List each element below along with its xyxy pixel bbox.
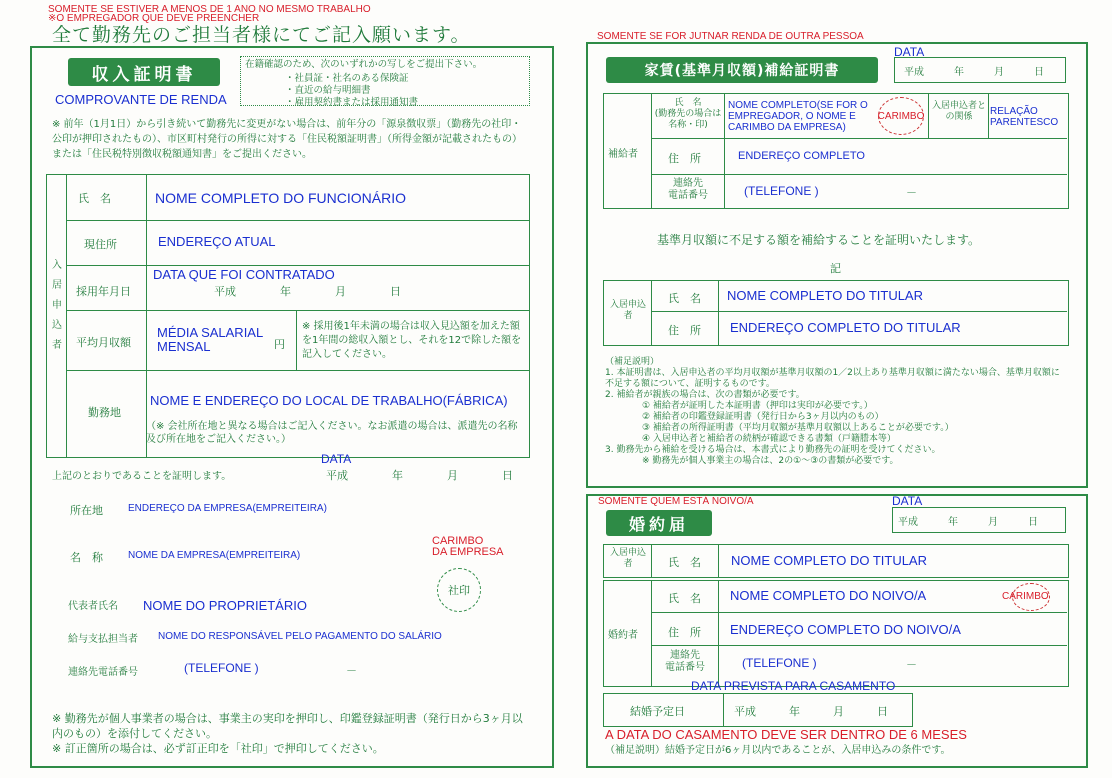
income-label: 平均月収額 [76, 336, 131, 349]
rent-ki: 記 [830, 262, 841, 275]
engagement-applicant-name-value[interactable]: NOME COMPLETO DO TITULAR [731, 553, 927, 568]
certify-text: 上記のとおりであることを証明します。 [52, 471, 232, 482]
supplier-address-label: 住 所 [668, 152, 701, 165]
page-heading: 全て勤務先のご担当者様にてご記入願います。 [52, 24, 471, 46]
supplier-phone-dash: － [906, 186, 917, 199]
certify-date-note: DATA [321, 452, 352, 466]
employee-name-value[interactable]: NOME COMPLETO DO FUNCIONÁRIO [155, 190, 406, 206]
phone-value[interactable]: (TELEFONE ) [184, 661, 259, 675]
rent-note-line: 2. 補給者が親族の場合は、次の書類が必要です。 [605, 390, 805, 400]
right-top-note: SOMENTE SE FOR JUTNAR RENDA DE OUTRA PESSOA [597, 31, 864, 42]
relation-value[interactable]: RELAÇÃO PARENTESCO [990, 106, 1059, 128]
supplier-address-value[interactable]: ENDEREÇO COMPLETO [738, 150, 865, 162]
rent-applicant-side: 入居申込者 [609, 300, 646, 321]
rent-note-line: ※ 勤務先が個人事業主の場合は、2の①～③の書類が必要です。 [633, 456, 899, 466]
supplier-name-value[interactable]: NOME COMPLETO(SE FOR O EMPREGADOR, O NOME E CARIMBO DA EMPRESA) [728, 100, 868, 133]
wedding-date-value[interactable]: 平成 年 月 日 [734, 705, 888, 718]
phone-label: 連絡先電話番号 [68, 667, 138, 678]
six-months-note: A DATA DO CASAMENTO DEVE SER DENTRO DE 6 MESES [605, 727, 967, 742]
id-docs-box [240, 56, 530, 106]
id-docs-item: ・社員証・社名のある保険証 [285, 73, 409, 84]
fiance-address-value[interactable]: ENDEREÇO COMPLETO DO NOIVO/A [730, 622, 961, 637]
rent-note-line: 1. 本証明書は、入居申込者の平均月収額が基準月収額の1／2以上あり基準月収額に満たない場合、基準月収額に不足する額について、証明するものです。 [605, 368, 1060, 389]
rent-applicant-name-value[interactable]: NOME COMPLETO DO TITULAR [727, 288, 923, 303]
company-name-value[interactable]: NOME DA EMPRESA(EMPREITEIRA) [128, 550, 301, 561]
income-value[interactable]: MÉDIA SALARIAL MENSAL [157, 325, 263, 354]
fiance-seal-text: CARIMBO [1002, 591, 1049, 602]
top-note-2: ※O EMPREGADOR QUE DEVE PREENCHER [48, 13, 260, 24]
rent-notes [605, 357, 1067, 467]
engagement-applicant-side: 入居申込者 [609, 548, 646, 569]
fiance-address-label: 住 所 [668, 626, 701, 639]
certify-date[interactable]: 平成 年 月 日 [326, 469, 513, 482]
wedding-date-note: DATA PREVISTA PARA CASAMENTO [691, 679, 896, 693]
rent-applicant-address-label: 住 所 [668, 324, 701, 337]
income-intro-note: ※ 前年（1月1日）から引き続いて勤務先に変更がない場合は、前年分の「源泉徴収票」（勤務先の社印・公印が押印されたもの）、市区町村発行の所得に対する「住民税額証明書」（所得金額が記載されたもの）または「住民税特別徴収税額通知書」をご提出ください。 [52, 119, 522, 160]
supplier-name-label: 氏 名 (勤務先の場合は名称・印) [654, 98, 722, 130]
fiance-name-value[interactable]: NOME COMPLETO DO NOIVO/A [730, 588, 927, 603]
company-stamp-note: CARIMBO [432, 535, 484, 547]
rent-applicant-address-value[interactable]: ENDEREÇO COMPLETO DO TITULAR [730, 320, 961, 335]
fiance-phone-value[interactable]: (TELEFONE ) [742, 656, 817, 670]
top-note-1: SOMENTE SE ESTIVER A MENOS DE 1 ANO NO MESMO TRABALHO [48, 4, 371, 15]
footnote-2: ※ 訂正箇所の場合は、必ず訂正印を「社印」で押印してください。 [52, 742, 384, 755]
rent-applicant-name-label: 氏 名 [668, 292, 701, 305]
fiance-phone-dash: － [906, 658, 917, 671]
income-note: ※ 採用後1年未満の場合は収入見込額を加えた額を1年間の総収入額とし、それを12で除した額を記入してください。 [302, 321, 522, 360]
fiance-name-label: 氏 名 [668, 592, 701, 605]
engagement-date-note: DATA [892, 494, 923, 508]
hire-date-note: DATA QUE FOI CONTRATADO [153, 267, 335, 282]
name-label: 氏 名 [78, 192, 111, 205]
workplace-label: 勤務地 [88, 406, 121, 419]
workplace-value[interactable]: NOME E ENDEREÇO DO LOCAL DE TRABALHO(FÁBRICA) [150, 393, 508, 408]
supplier-seal-text: CARIMBO [877, 110, 925, 122]
phone-dash: － [346, 664, 357, 677]
rent-note-line: ④ 入居申込者と補給者の続柄が確認できる書類（戸籍謄本等） [633, 434, 896, 444]
company-stamp-note: DA EMPRESA [432, 546, 504, 558]
applicant-side-label: 入居申込者 [52, 260, 62, 351]
income-unit: 円 [274, 338, 285, 351]
rent-note-line: ③ 補給者の所得証明書（平均月収額が基準月収額以上あることが必要です。） [633, 423, 954, 433]
income-certificate-subtitle: COMPROVANTE DE RENDA [55, 92, 227, 107]
company-location-label: 所在地 [70, 504, 103, 517]
rent-date[interactable]: 平成 年 月 日 [904, 67, 1044, 78]
rent-note-line: 3. 勤務先から補給を受ける場合は、本書式により勤務先の証明を受けてください。 [605, 445, 941, 455]
id-docs-item: ・直近の給与明細書 [285, 85, 371, 96]
engagement-applicant-name-label: 氏 名 [668, 556, 701, 569]
supplier-seal [878, 97, 924, 135]
engagement-date[interactable]: 平成 年 月 日 [898, 517, 1038, 528]
id-docs-item: ・雇用契約書または採用通知書 [285, 97, 419, 108]
company-seal-text: 社印 [448, 584, 470, 597]
supplier-phone-value[interactable]: (TELEFONE ) [744, 184, 819, 198]
representative-value[interactable]: NOME DO PROPRIETÁRIO [143, 598, 307, 613]
hire-date-value[interactable]: 平成 年 月 日 [214, 285, 401, 298]
rent-date-note: DATA [894, 45, 925, 59]
wedding-date-label: 結婚予定日 [630, 705, 685, 718]
rent-note-line: ② 補給者の印鑑登録証明書（発行日から3ヶ月以内のもの） [633, 412, 884, 422]
income-certificate-title: 収入証明書 [68, 58, 220, 86]
address-value[interactable]: ENDEREÇO ATUAL [158, 234, 276, 249]
payroll-value[interactable]: NOME DO RESPONSÁVEL PELO PAGAMENTO DO SALÁRIO [158, 631, 442, 642]
fiance-phone-label: 連絡先 電話番号 [665, 650, 705, 673]
hire-date-label: 採用年月日 [76, 285, 131, 298]
rent-note-line: ① 補給者が証明した本証明書（押印は実印が必要です。） [633, 401, 873, 411]
company-name-label: 名 称 [70, 551, 103, 564]
supplier-phone-label: 連絡先 電話番号 [668, 178, 708, 201]
payroll-label: 給与支払担当者 [68, 634, 138, 645]
supplier-side-label: 補給者 [608, 149, 638, 160]
address-label: 現住所 [84, 238, 117, 251]
workplace-note: （※ 会社所在地と異なる場合はご記入ください。なお派遣の場合は、派遣先の名称及び所在地をご記入ください。） [146, 421, 518, 445]
fiance-side-label: 婚約者 [608, 630, 638, 641]
company-location-value[interactable]: ENDEREÇO DA EMPRESA(EMPREITEIRA) [128, 503, 327, 514]
rent-statement: 基準月収額に不足する額を補給することを証明いたします。 [657, 233, 981, 247]
engagement-title: 婚約届 [606, 510, 712, 536]
company-seal [437, 568, 481, 612]
id-docs-intro: 在籍確認のため、次のいずれかの写しをご提出下さい。 [245, 59, 483, 70]
footnote-1: ※ 勤務先が個人事業者の場合は、事業主の実印を押印し、印鑑登録証明書（発行日から3ヶ月以内のもの）を添付してください。 [52, 712, 523, 740]
engagement-footnote: （補足説明）結婚予定日が6ヶ月以内であることが、入居申込みの条件です。 [605, 745, 951, 756]
engagement-note: SOMENTE QUEM ESTÁ NOIVO/A [598, 496, 754, 507]
representative-label: 代表者氏名 [68, 601, 118, 612]
rent-supplement-title: 家賃(基準月収額)補給証明書 [606, 57, 878, 83]
relation-label: 入居申込者との関係 [931, 101, 986, 122]
rent-note-line: （補足説明） [605, 357, 660, 367]
